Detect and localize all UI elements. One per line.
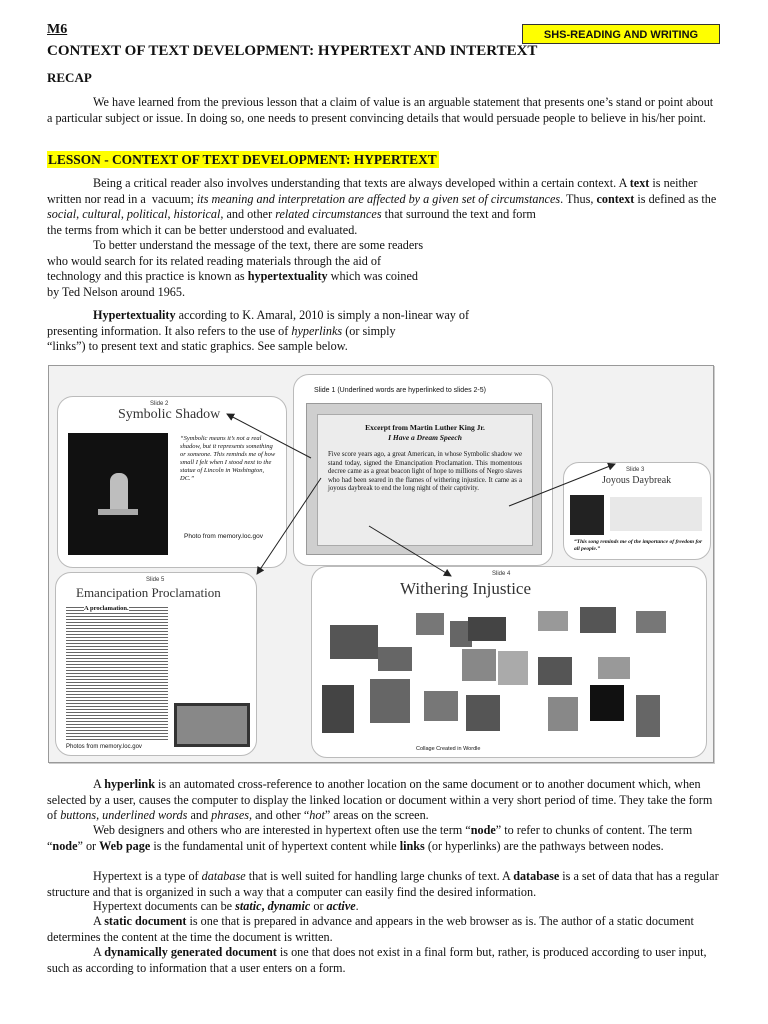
slide-2-quote: “Symbolic means it’s not a real shadow, but it represents something or someone. This reminds me of how small I felt when I stood next to the statue of Lincoln in Washington, DC.”: [180, 435, 276, 482]
dynamic-document-paragraph: A dynamically generated document is one that does not exist in a final form but, rather, is produced according to user input, such as according to information that a user enters on a form.: [47, 945, 707, 975]
node-paragraph: Web designers and others who are interested in hypertext often use the term “node” to refer to chunks of content. The term “node” or Web page is the fundamental unit of hypertext content while links (or hyperlinks) are the pathways between nodes.: [47, 823, 693, 853]
slide-3-title: Joyous Daybreak: [602, 475, 672, 486]
excerpt-body: Five score years ago, a great American, in whose Symbolic shadow we stand today, signed the Emancipation Proclamation. This momentous decree came as a great beacon light of hope to millions of Negro slaves who had been seared in the flames of withering injustice. It came as a joyous daybreak to end the long night of their captivity.: [328, 451, 522, 493]
database-paragraph: Hypertext is a type of database that is well suited for handling large chunks of text. A database is a set of data that has a regular structure and that is organized in such a way that a computer can easily find the desired information.: [47, 869, 719, 899]
slide-5-number: Slide 5: [146, 577, 165, 583]
arrow-to-slide-3: [509, 464, 615, 506]
slide-4-title: Withering Injustice: [400, 579, 532, 598]
hypertext-sample-figure: [48, 365, 714, 763]
slide-3-number: Slide 3: [626, 467, 645, 473]
hypertextuality-definition: Hypertextuality according to K. Amaral, 2010 is simply a non-linear way of presenting information. It also refers to the use of hyperlinks (or simply “links”) to present text and static graphics. See sample below.: [47, 308, 470, 353]
slide-4-credit: Collage Created in Wordle: [416, 746, 481, 752]
hyperlink-paragraph: A hyperlink is an automated cross-reference to another location on the same document or to another document which, when selected by a user, causes the computer to display the linked location or document within a very short period of time. They take the form of buttons, underlined words and phrases, and other “hot” areas on the screen.: [47, 777, 713, 822]
recap-paragraph: We have learned from the previous lesson that a claim of value is an arguable statement that presents one’s stand or point about a particular subject or issue. In doing so, one needs to present convincing details that would persuade people to believe in his/her point.: [47, 95, 714, 125]
slide-5-title: Emancipation Proclamation: [76, 585, 221, 600]
slide-2-title: Symbolic Shadow: [118, 407, 221, 422]
hypertextuality-paragraph: To better understand the message of the text, there are some readers who would search for its related reading materials through the aid of technology and this practice is known as hypertextuality which was coined by Ted Nelson around 1965.: [47, 238, 424, 299]
slide-1-caption: Slide 1 (Underlined words are hyperlinked to slides 2-5): [314, 387, 486, 394]
slide-2-number: Slide 2: [150, 401, 169, 407]
lesson-heading: LESSON - CONTEXT OF TEXT DEVELOPMENT: HYPERTEXT: [48, 152, 437, 167]
slide-3-quote: “This song reminds me of the importance of freedom for all people.”: [574, 539, 703, 552]
module-code: M6: [47, 22, 68, 37]
excerpt-title: Excerpt from Martin Luther King Jr.: [365, 423, 485, 432]
excerpt-subtitle: I Have a Dream Speech: [388, 433, 462, 442]
proclamation-heading: A proclamation.: [84, 605, 129, 612]
static-document-paragraph: A static document is one that is prepared in advance and appears in the web browser as is. The author of a static document determines the content at the time the document is written.: [47, 914, 694, 944]
hyperlink-arrows: [49, 366, 713, 762]
arrow-to-slide-2: [227, 414, 311, 458]
slide-2-credit: Photo from memory.loc.gov: [184, 533, 263, 540]
arrow-to-slide-4: [369, 526, 451, 576]
slide-4-number: Slide 4: [492, 571, 511, 577]
slide-5-credit: Photos from memory.loc.gov: [66, 744, 142, 750]
recap-heading: RECAP: [47, 70, 92, 85]
document-types-paragraph: Hypertext documents can be static, dynamic or active.: [93, 899, 359, 913]
subject-badge: SHS-READING AND WRITING: [522, 24, 720, 44]
page-title: CONTEXT OF TEXT DEVELOPMENT: HYPERTEXT AND INTERTEXT: [47, 43, 538, 59]
context-paragraph: Being a critical reader also involves understanding that texts are always developed within a certain context. A text is neither written nor read in a vacuum; its meaning and interpretation are affected by a given set of circumstances. Thus, context is defined as the social, cultural, political, historical, and other related circumstances that surround the text and form the terms from which it can be better understood and evaluated.: [47, 176, 717, 237]
arrow-to-slide-5: [257, 478, 321, 574]
